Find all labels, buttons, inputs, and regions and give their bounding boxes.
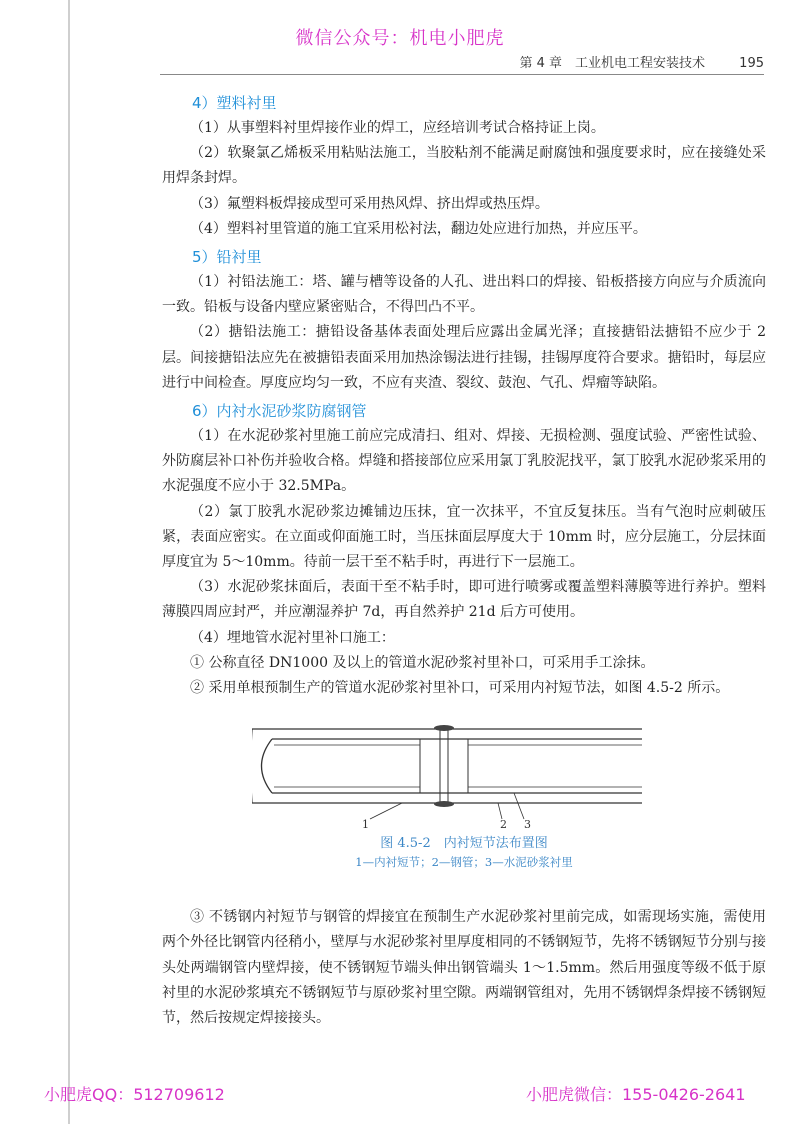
paragraph: ① 公称直径 DN1000 及以上的管道水泥砂浆衬里补口，可采用手工涂抹。 [190, 654, 655, 671]
figure-legend: 1—内衬短节；2—钢管；3—水泥砂浆衬里 [355, 855, 573, 870]
page-body [162, 88, 766, 1031]
watermark-bottom-left: 小肥虎QQ：512709612 [44, 1085, 225, 1104]
paragraph: （2）软聚氯乙烯板采用粘贴法施工，当胶粘剂不能满足耐腐蚀和强度要求时，应在接缝处采用焊条封焊。 [162, 145, 766, 187]
paragraph: （1）从事塑料衬里焊接作业的焊工，应经培训考试合格持证上岗。 [190, 120, 605, 136]
paragraph: （1）衬铅法施工：塔、罐与槽等设备的人孔、进出料口的焊接、铅板搭接方向应与介质流向一致。铅板与设备内壁应紧密贴合，不得凹凸不平。 [162, 274, 766, 316]
callout-1: 1 [362, 818, 369, 832]
callout-2: 2 [500, 818, 507, 832]
chapter-title: 第 4 章 工业机电工程安装技术 [519, 56, 706, 71]
page-number: 195 [739, 56, 764, 71]
paragraph: （4）塑料衬里管道的施工宜采用松衬法，翻边处应进行加热，并应压平。 [190, 220, 647, 237]
paragraph: （3）氟塑料板焊接成型可采用热风焊、挤出焊或热压焊。 [190, 195, 549, 212]
lining-short-section [420, 729, 468, 803]
paragraph: （1）在水泥砂浆衬里施工前应完成清扫、组对、焊接、无损检测、强度试验、严密性试验、外防腐层补口补伤并验收合格。焊缝和搭接部位应采用氯丁乳胶泥找平，氯丁胶乳水泥砂浆采用的水泥强度不应小于 32.5MPa。 [162, 428, 766, 495]
pipe-walls [252, 729, 642, 803]
section-heading-lead-lining: 5）铅衬里 [192, 248, 262, 267]
section-heading-plastic-lining: 4）塑料衬里 [192, 94, 277, 112]
running-header [160, 52, 764, 75]
weld-beads [434, 725, 454, 807]
left-margin-rule [68, 0, 70, 1124]
section-heading-cement-mortar-lining: 6）内衬水泥砂浆防腐钢管 [192, 402, 367, 421]
callout-3: 3 [524, 818, 531, 832]
pipe-diagram [252, 723, 652, 833]
paragraph: ③ 不锈钢内衬短节与钢管的焊接宜在预制生产水泥砂浆衬里前完成，如需现场实施，需使用两个外径比钢管内径稍小，壁厚与水泥砂浆衬里厚度相同的不锈钢短节，先将不锈钢短节分别与接头处两端钢管内壁焊接，使不锈钢短节端头伸出钢管端头 1～1.5mm。然后用强度等级不低于原衬里的水泥砂浆填充不锈钢短节与原砂浆衬里空隙。两端钢管组对，先用不锈钢焊条焊接不锈钢短节，然后按规定焊接接头。 [162, 909, 766, 1027]
figure-caption: 图 4.5-2 内衬短节法布置图 [380, 836, 548, 852]
paragraph: ② 采用单根预制生产的管道水泥砂浆衬里补口，可采用内衬短节法，如图 4.5-2 所示。 [190, 680, 730, 697]
paragraph: （4）埋地管水泥衬里补口施工： [190, 629, 395, 646]
watermark-bottom-right: 小肥虎微信：155-0426-2641 [526, 1085, 746, 1104]
paragraph: （3）水泥砂浆抹面后，表面干至不粘手时，即可进行喷雾或覆盖塑料薄膜等进行养护。塑料薄膜四周应封严，并应潮湿养护 7d，再自然养护 21d 后方可使用。 [162, 579, 766, 621]
paragraph: （2）搪铅法施工：搪铅设备基体表面处理后应露出金属光泽；直接搪铅法搪铅不应少于 2 层。间接搪铅法应先在被搪铅表面采用加热涂锡法进行挂锡，挂锡厚度符合要求。搪铅时，每层应进行中间检查。厚度应均匀一致，不应有夹渣、裂纹、鼓泡、气孔、焊瘤等缺陷。 [162, 324, 766, 391]
watermark-top: 微信公众号：机电小肥虎 [295, 28, 505, 49]
paragraph: （2）氯丁胶乳水泥砂浆边摊铺边压抹，宜一次抹平，不宜反复抹压。当有气泡时应刺破压紧，表面应密实。在立面或仰面施工时，当压抹面层厚度大于 10mm 时，应分层施工，分层抹面厚度宜为 5～10mm。待前一层干至不粘手时，再进行下一层施工。 [162, 503, 766, 571]
figure-4-5-2 [162, 705, 766, 895]
